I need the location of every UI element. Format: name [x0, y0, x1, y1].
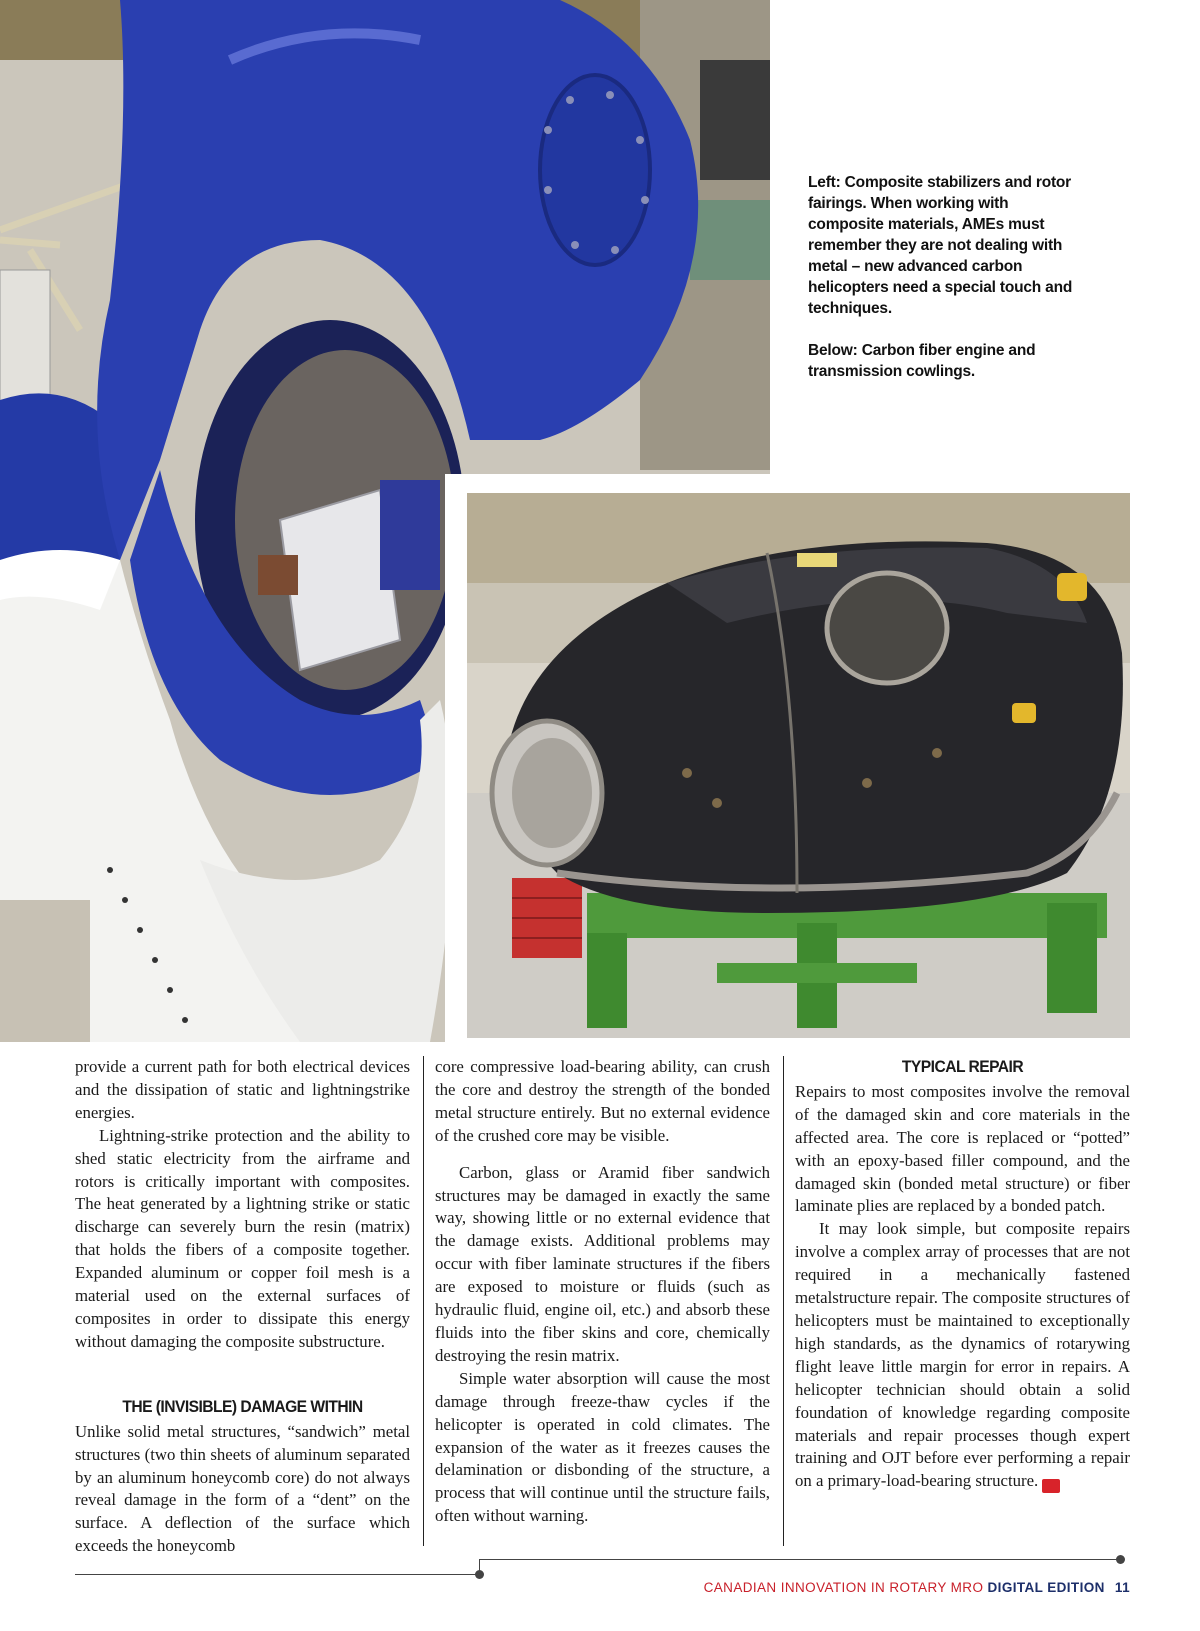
- article-column-1: [75, 1056, 410, 1558]
- caption-left: Left: Composite stabilizers and rotor fairings. When working with composite materials, AMEs must remember they are not dealing with metal – new advanced carbon helicopters need a special touch and techniques.: [808, 174, 1073, 317]
- footer-rule: [479, 1559, 1120, 1560]
- section-heading: THE (INVISIBLE) DAMAGE WITHIN: [122, 1396, 363, 1416]
- caption-below: Below: Carbon fiber engine and transmission cowlings.: [808, 342, 1036, 380]
- paragraph: Unlike solid metal structures, “sandwich” metal structures (two thin sheets of aluminum separated by an aluminum honeycomb core) do not always reveal damage in the form of a “dent” on the surface. A deflection of the surface which exceeds the honeycomb: [75, 1421, 410, 1556]
- magazine-name: CANADIAN INNOVATION IN ROTARY MRO: [703, 1580, 984, 1595]
- article-column-3: [795, 1056, 1130, 1493]
- edition-label: DIGITAL EDITION: [987, 1580, 1105, 1595]
- photo-carbon-cowlings: [467, 493, 1130, 1038]
- maple-leaf-icon: ✦: [1042, 1479, 1060, 1493]
- paragraph: [795, 1218, 1130, 1493]
- footer-dot: [475, 1570, 484, 1579]
- paragraph-text: It may look simple, but composite repairs involve a complex array of processes that are not required in a mechanically fastened metalstructure repair. The composite structures of helicopters must be maintained to exceptionally high standards, as the dynamics of rotarywing flight leave little margin for error in repairs. A helicopter technician should obtain a solid foundation of knowledge regarding composite materials and repair processes though expert training and OJT before ever performing a repair on a primary-load-bearing structure.: [795, 1219, 1130, 1491]
- paragraph: Lightning-strike protection and the ability to shed static electricity from the airframe and rotors is critically important with composites. The heat generated by a lightning strike or static discharge can severely burn the resin (matrix) that holds the fibers of a composite together. Expanded aluminum or copper foil mesh is a material used on the external surfaces of composites in order to dissipate this energy without damaging the composite substructure.: [75, 1125, 410, 1351]
- paragraph: Carbon, glass or Aramid fiber sandwich structures may be damaged in exactly the same way, showing little or no external evidence that the damage exists. Additional problems may occur with fiber laminate structures if the fibers are exposed to moisture or fluids (such as hydraulic fluid, engine oil, etc.) and absorb these fluids into the fiber skins and core, chemically destroying the resin matrix.: [435, 1162, 770, 1365]
- page-number: 11: [1114, 1580, 1130, 1595]
- footer-rule: [75, 1574, 479, 1575]
- paragraph: provide a current path for both electrical devices and the dissipation of static and lightningstrike energies.: [75, 1057, 410, 1122]
- section-heading: TYPICAL REPAIR: [901, 1057, 1024, 1076]
- footer-folio: [704, 1580, 1130, 1595]
- footer-dot: [1116, 1555, 1125, 1564]
- paragraph: Simple water absorption will cause the most damage through freeze-thaw cycles if the helicopter is operated in cold climates. The expansion of the water as it freezes causes the delamination or disbonding of the structure, a process that will continue until the structure fails, often without warning.: [435, 1368, 770, 1526]
- paragraph: Repairs to most composites involve the removal of the damaged skin and core materials in the affected area. The core is replaced or “potted” with an epoxy-based filler compound, and the damaged skin (bonded metal structure) or fiber laminate plies are replaced by a bonded patch.: [795, 1081, 1130, 1216]
- photo-caption: [808, 172, 1078, 403]
- paragraph: core compressive load-bearing ability, can crush the core and destroy the strength of the bonded metal structure entirely. But no external evidence of the crushed core may be visible.: [435, 1057, 770, 1145]
- column-divider: [783, 1056, 784, 1546]
- article-column-2: [435, 1056, 770, 1528]
- column-divider: [423, 1056, 424, 1546]
